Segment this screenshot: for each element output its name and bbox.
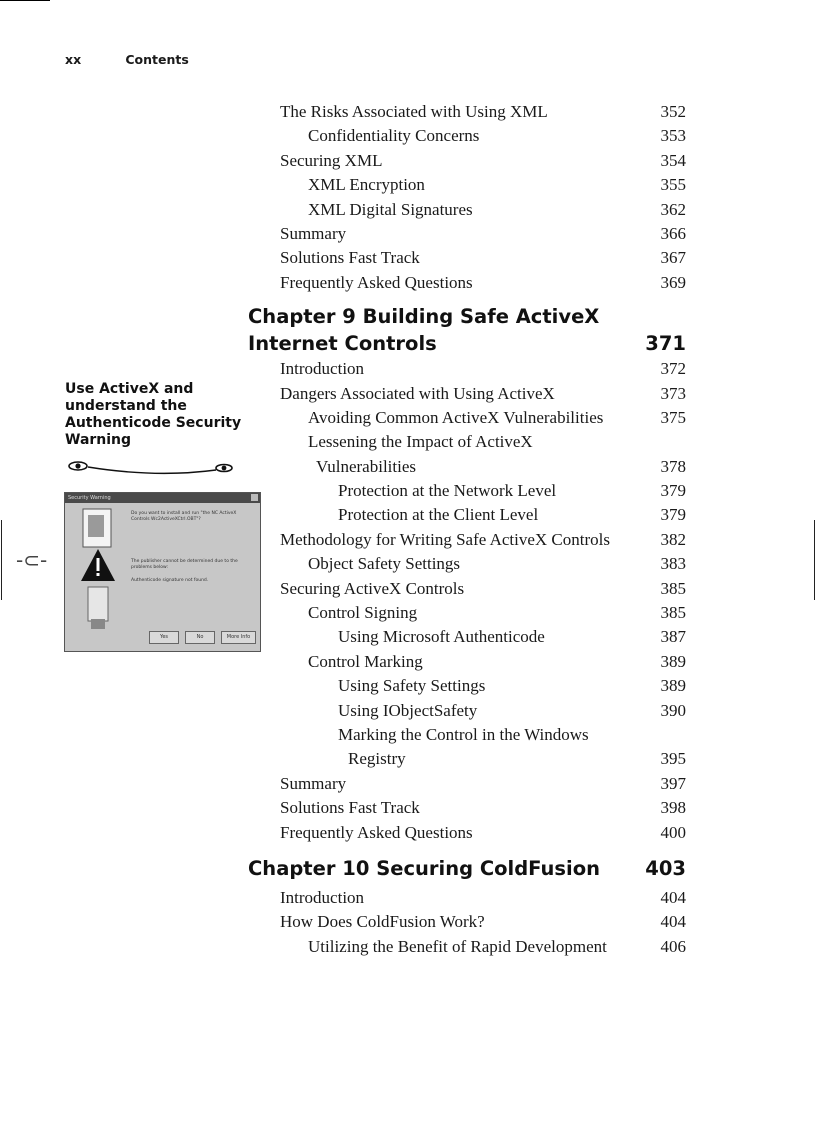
running-head — [65, 52, 189, 67]
toc-entry — [248, 886, 688, 910]
toc-entry-page: 400 — [660, 822, 686, 842]
toc-entry-page: 367 — [660, 248, 686, 268]
toc-entry — [248, 747, 688, 771]
toc-entry-page: 379 — [660, 505, 686, 525]
toc-entry — [248, 910, 688, 934]
toc-entry-page: 390 — [660, 700, 686, 720]
dialog-question-text: Do you want to install and run "the NC ActiveX Controls Wc2ActiveXCtrl.OBT"? — [131, 511, 237, 522]
toc-entry-page: 355 — [660, 175, 686, 195]
chapter-heading — [248, 855, 688, 882]
toc-entry — [248, 479, 688, 503]
left-binding-tick — [1, 520, 2, 600]
dialog-signature-text: Authenticode signature not found. — [131, 578, 209, 583]
toc-entry-page: 378 — [660, 456, 686, 476]
toc-entry-page: 362 — [660, 199, 686, 219]
toc-entry — [248, 650, 688, 674]
toc-entry — [248, 173, 688, 197]
toc-entry-page: 389 — [660, 676, 686, 696]
margin-note — [65, 381, 245, 449]
toc-entry — [248, 772, 688, 796]
toc-entry — [248, 198, 688, 222]
toc-entry-title: The Risks Associated with Using XML — [280, 102, 548, 121]
corner-rule — [0, 0, 50, 1]
toc-entry-title: Introduction — [280, 359, 365, 379]
running-head-title: Contents — [125, 52, 189, 67]
toc-entry — [248, 124, 688, 148]
toc-entry-title: Methodology for Writing Safe ActiveX Controls — [280, 529, 610, 549]
margin-note-line: Warning — [65, 432, 132, 448]
toc-entry-page: 352 — [660, 102, 686, 121]
toc-entry-page: 385 — [660, 603, 686, 623]
eye-rule-icon — [66, 458, 238, 480]
toc-entry — [248, 406, 688, 430]
chapter-title-text: Internet Controls — [248, 332, 437, 356]
toc-entry-title: Frequently Asked Questions — [280, 822, 473, 842]
toc-entry-title: Control Signing — [308, 603, 418, 623]
toc-entry-page: 387 — [660, 627, 686, 647]
toc-entry-title: Avoiding Common ActiveX Vulnerabilities — [308, 407, 604, 427]
dialog-titlebar — [65, 493, 260, 503]
toc-entry-title: Solutions Fast Track — [280, 248, 420, 268]
registration-mark-icon: -⊂- — [16, 548, 48, 572]
margin-note-line: Authenticode Security — [65, 415, 242, 431]
toc-entry-title: Securing XML — [280, 150, 383, 170]
toc-entry-page: 397 — [660, 773, 686, 793]
toc-entry — [248, 552, 688, 576]
toc-entry-title: Using IObjectSafety — [338, 700, 478, 720]
toc-entry-title: Securing ActiveX Controls — [280, 578, 465, 598]
toc-entry-title: Solutions Fast Track — [280, 798, 420, 818]
dialog-title: Security Warning — [68, 495, 111, 501]
toc-entry-title: Summary — [280, 773, 347, 793]
toc-entry — [248, 430, 688, 454]
toc-entry-title: Using Safety Settings — [338, 676, 486, 696]
toc-entry-page: 353 — [660, 126, 686, 146]
toc-entry-page: 372 — [660, 359, 686, 379]
toc-entry-title: Frequently Asked Questions — [280, 272, 473, 292]
toc-entry-page: 395 — [660, 749, 686, 769]
toc-entry-page: 398 — [660, 798, 686, 818]
table-of-contents — [248, 100, 688, 959]
chapter-title-line: Chapter 9 Building Safe ActiveX — [248, 305, 600, 329]
toc-entry-title: Control Marking — [308, 651, 423, 671]
toc-entry-page: 385 — [660, 578, 686, 598]
margin-note-line: Use ActiveX and — [65, 381, 194, 397]
toc-entry-title: Object Safety Settings — [308, 554, 461, 574]
toc-entry-page: 379 — [660, 481, 686, 501]
toc-entry-title: Lessening the Impact of ActiveX — [308, 432, 533, 452]
right-binding-tick — [814, 520, 815, 600]
toc-entry — [248, 271, 688, 295]
toc-entry — [248, 246, 688, 270]
toc-entry-title: Marking the Control in the Windows — [338, 724, 589, 744]
security-warning-dialog-figure — [64, 492, 261, 652]
toc-entry — [248, 577, 688, 601]
toc-entry-page: 373 — [660, 383, 686, 403]
toc-entry-page: 354 — [660, 150, 686, 170]
toc-entry — [248, 100, 688, 124]
toc-entry-page: 369 — [660, 272, 686, 292]
toc-entry — [248, 455, 688, 479]
toc-entry — [248, 357, 688, 381]
margin-note-line: understand the — [65, 398, 187, 414]
toc-entry — [248, 796, 688, 820]
yes-button: Yes — [149, 631, 179, 644]
toc-entry-title: Utilizing the Benefit of Rapid Development — [308, 936, 607, 956]
toc-entry-title: XML Encryption — [308, 175, 425, 195]
chapter-page: 371 — [645, 332, 686, 356]
toc-entry-title: Summary — [280, 223, 347, 243]
toc-entry-page: 375 — [660, 407, 686, 427]
page-folio: xx — [65, 52, 82, 67]
chapter-title-line — [248, 855, 688, 882]
more-info-button: More Info — [221, 631, 256, 644]
toc-entry-title: Introduction — [280, 887, 365, 907]
toc-entry — [248, 723, 688, 747]
dialog-publisher-text: The publisher cannot be determined due to the problems below: — [131, 559, 238, 570]
toc-entry — [248, 528, 688, 552]
toc-entry-title: Registry — [348, 749, 406, 769]
toc-entry-title: Protection at the Network Level — [338, 481, 557, 501]
toc-entry — [248, 674, 688, 698]
toc-entry-title: Using Microsoft Authenticode — [338, 627, 545, 647]
toc-entry-page: 404 — [660, 912, 686, 932]
chapter-title-line-2 — [248, 330, 688, 357]
chapter-heading — [248, 303, 688, 357]
toc-entry — [248, 503, 688, 527]
toc-entry — [248, 222, 688, 246]
toc-entry — [248, 149, 688, 173]
toc-entry-page: 404 — [660, 887, 686, 907]
no-button: No — [185, 631, 215, 644]
chapter-title-text: Chapter 10 Securing ColdFusion — [248, 856, 600, 880]
toc-entry-title: XML Digital Signatures — [308, 199, 473, 219]
toc-entry-title: Confidentiality Concerns — [308, 126, 480, 146]
toc-entry-title: Protection at the Client Level — [338, 505, 539, 525]
toc-entry-title: Dangers Associated with Using ActiveX — [280, 383, 555, 403]
toc-entry — [248, 625, 688, 649]
warning-shield-icon — [79, 507, 117, 642]
toc-entry — [248, 821, 688, 845]
chapter-page: 403 — [645, 856, 686, 880]
toc-entry — [248, 699, 688, 723]
toc-entry-title: Vulnerabilities — [316, 456, 417, 476]
toc-entry — [248, 382, 688, 406]
toc-entry-page: 366 — [660, 223, 686, 243]
toc-entry — [248, 935, 688, 959]
toc-entry-page: 382 — [660, 529, 686, 549]
toc-entry-title: How Does ColdFusion Work? — [280, 912, 485, 932]
toc-entry-page: 389 — [660, 651, 686, 671]
toc-entry — [248, 601, 688, 625]
toc-entry-page: 383 — [660, 554, 686, 574]
toc-entry-page: 406 — [660, 936, 686, 956]
